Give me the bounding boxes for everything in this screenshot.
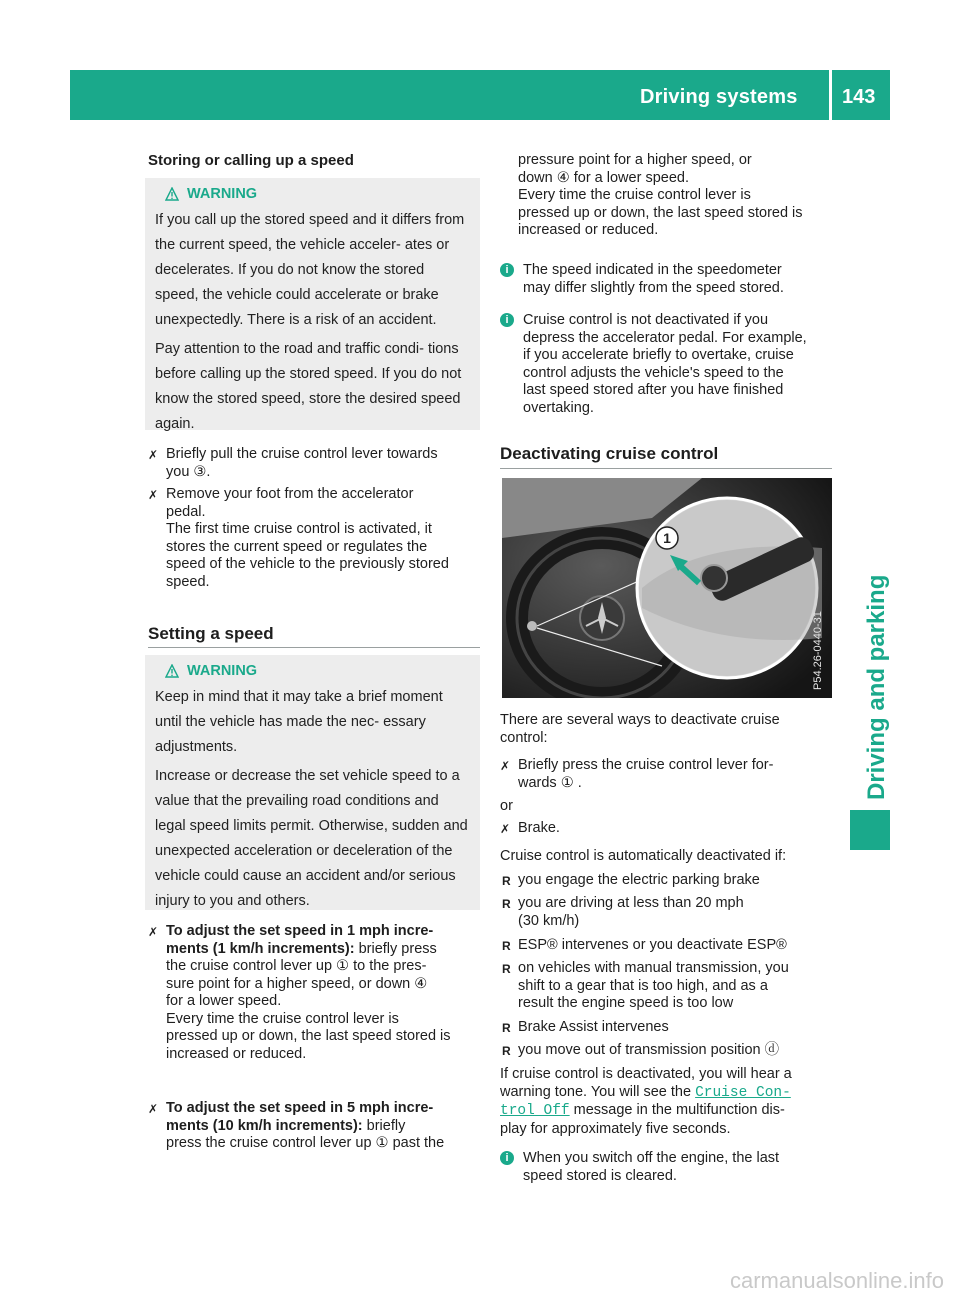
message-text: If cruise control is deactivated, you will hear a warning tone. You will see the <box>500 1066 792 1100</box>
step-bold-text: To adjust the set speed in 1 mph incre- ments (1 km/h increments): <box>166 923 434 957</box>
callout-number: 1 <box>663 530 671 546</box>
display-message-code: Cruise Con‐ <box>695 1084 791 1101</box>
info-icon: i <box>500 313 514 327</box>
step-item <box>148 1100 480 1153</box>
bullet-icon: R <box>502 874 511 888</box>
display-message-code: trol Off <box>500 1103 570 1119</box>
step-text: Briefly pull the cruise control lever towards you ③. <box>166 446 438 480</box>
list-item <box>502 960 832 1013</box>
step-arrow-icon: ✗ <box>148 488 159 502</box>
step-body-text: briefly press the cruise control lever up ① to the pres- sure point for a higher speed, or down ④ for a lower speed. Every time the cruise control lever is pressed up or down, the last speed stored is increased or reduced. <box>166 940 451 1062</box>
list-item-text: ESP® intervenes or you deactivate ESP® <box>518 937 787 953</box>
continued-text: pressure point for a higher speed, or down ④ for a lower speed. Every time the cruise control lever is pressed up or down, the last speed stored is increased or reduced. <box>518 152 803 238</box>
warning-text: Increase or decrease the set vehicle speed to a value that the prevailing road conditions and legal speed limits permit. Otherwise, sudden and unexpected acceleration or deceleration of the vehicle could cause an accident and/or serious injury to you and others. <box>155 768 468 909</box>
info-text: When you switch off the engine, the last speed stored is cleared. <box>523 1150 780 1184</box>
list-item <box>502 1042 832 1061</box>
step-arrow-icon: ✗ <box>148 925 159 939</box>
step-body-text: briefly press the cruise control lever up ① past the <box>166 1117 445 1151</box>
bullet-icon: R <box>502 897 511 911</box>
bullet-icon: R <box>502 939 511 953</box>
section-title-setting: Setting a speed <box>148 624 274 643</box>
step-arrow-icon: ✗ <box>148 1102 159 1116</box>
warning-text: If you call up the stored speed and it differs from the current speed, the vehicle acceler- ates or decelerates. If you do not know the stored speed, the vehicle could accelerate or brake unexpectedly. There is a risk of an accident. <box>155 212 465 328</box>
section-title-deactivating: Deactivating cruise control <box>500 444 719 463</box>
warning-triangle-icon <box>165 187 179 201</box>
info-text: The speed indicated in the speedometer may differ slightly from the speed stored. <box>523 262 784 296</box>
step-item <box>148 486 480 591</box>
or-text: or <box>500 798 513 814</box>
step-item <box>500 757 833 792</box>
header-divider <box>829 70 832 120</box>
warning-box-1 <box>145 178 480 430</box>
info-text: Cruise control is not deactivated if you depress the accelerator pedal. For example, if you accelerate briefly to overtake, cruise control adjusts the vehicle's speed to the last speed stored after you have finished overtaking. <box>523 312 807 416</box>
warning-triangle-icon <box>165 664 179 678</box>
list-item <box>502 895 832 930</box>
bullet-icon: R <box>502 962 511 976</box>
step-bold-text: To adjust the set speed in 5 mph incre- ments (10 km/h increments): <box>166 1100 434 1134</box>
bullet-icon: R <box>502 1021 511 1035</box>
step-text <box>166 923 480 1063</box>
page-section-title: Driving systems <box>640 86 798 108</box>
cruise-control-lever-photo <box>502 478 832 698</box>
list-item <box>502 872 832 891</box>
step-text: Briefly press the cruise control lever for- wards ① . <box>518 757 774 791</box>
auto-deactivate-text: Cruise control is automatically deactivated if: <box>500 848 787 864</box>
list-item-text: you move out of transmission position ⓓ <box>518 1042 780 1058</box>
step-item <box>148 923 480 1063</box>
warning-label: WARNING <box>187 186 258 202</box>
watermark: carmanualsonline.info <box>729 1268 944 1293</box>
section-rule <box>500 468 832 469</box>
page-number: 143 <box>842 86 876 108</box>
step-arrow-icon: ✗ <box>500 759 511 773</box>
info-note <box>500 1150 833 1185</box>
step-text: Remove your foot from the accelerator pedal. The first time cruise control is activated, it stores the current speed or regulates the speed of the vehicle to the previously stored speed. <box>166 486 449 590</box>
photo-illustration <box>502 478 832 698</box>
step-arrow-icon: ✗ <box>148 448 159 462</box>
info-note <box>500 312 833 417</box>
warning-text: Keep in mind that it may take a brief moment until the vehicle has made the nec- essary adjustments. <box>155 689 443 755</box>
deactivate-intro: There are several ways to deactivate cruise control: <box>500 712 780 746</box>
step-item <box>148 446 480 481</box>
list-item-text: on vehicles with manual transmission, you shift to a gear that is too high, and as a result the engine speed is too low <box>518 960 789 1011</box>
side-tab-label: Driving and parking <box>863 574 890 800</box>
list-item-text: you engage the electric parking brake <box>518 872 760 888</box>
list-item <box>502 1019 832 1038</box>
warning-header <box>165 186 470 202</box>
info-note <box>500 262 833 297</box>
section-title-storing: Storing or calling up a speed <box>148 152 354 169</box>
warning-header <box>165 663 470 679</box>
step-text: Brake. <box>518 820 560 836</box>
list-item-text: you are driving at less than 20 mph (30 km/h) <box>518 895 744 929</box>
section-rule <box>148 647 480 648</box>
list-item <box>502 937 832 956</box>
message-text: message in the multifunction dis- play for approximately five seconds. <box>500 1102 785 1137</box>
info-icon: i <box>500 1151 514 1165</box>
bullet-icon: R <box>502 1044 511 1058</box>
list-item-text: Brake Assist intervenes <box>518 1019 669 1035</box>
info-icon: i <box>500 263 514 277</box>
warning-text: Pay attention to the road and traffic condi- tions before calling up the stored speed. If you do not know the stored speed, store the desired speed again. <box>155 341 462 432</box>
step-item <box>500 820 833 839</box>
warning-label: WARNING <box>187 663 258 679</box>
step-text <box>166 1100 480 1153</box>
step-arrow-icon: ✗ <box>500 822 511 836</box>
side-tab <box>855 430 895 800</box>
photo-reference-code: P54.26-0440-31 <box>812 611 824 690</box>
side-tab-marker <box>850 810 890 850</box>
deactivated-message-text <box>500 1066 833 1138</box>
warning-box-2 <box>145 655 480 910</box>
